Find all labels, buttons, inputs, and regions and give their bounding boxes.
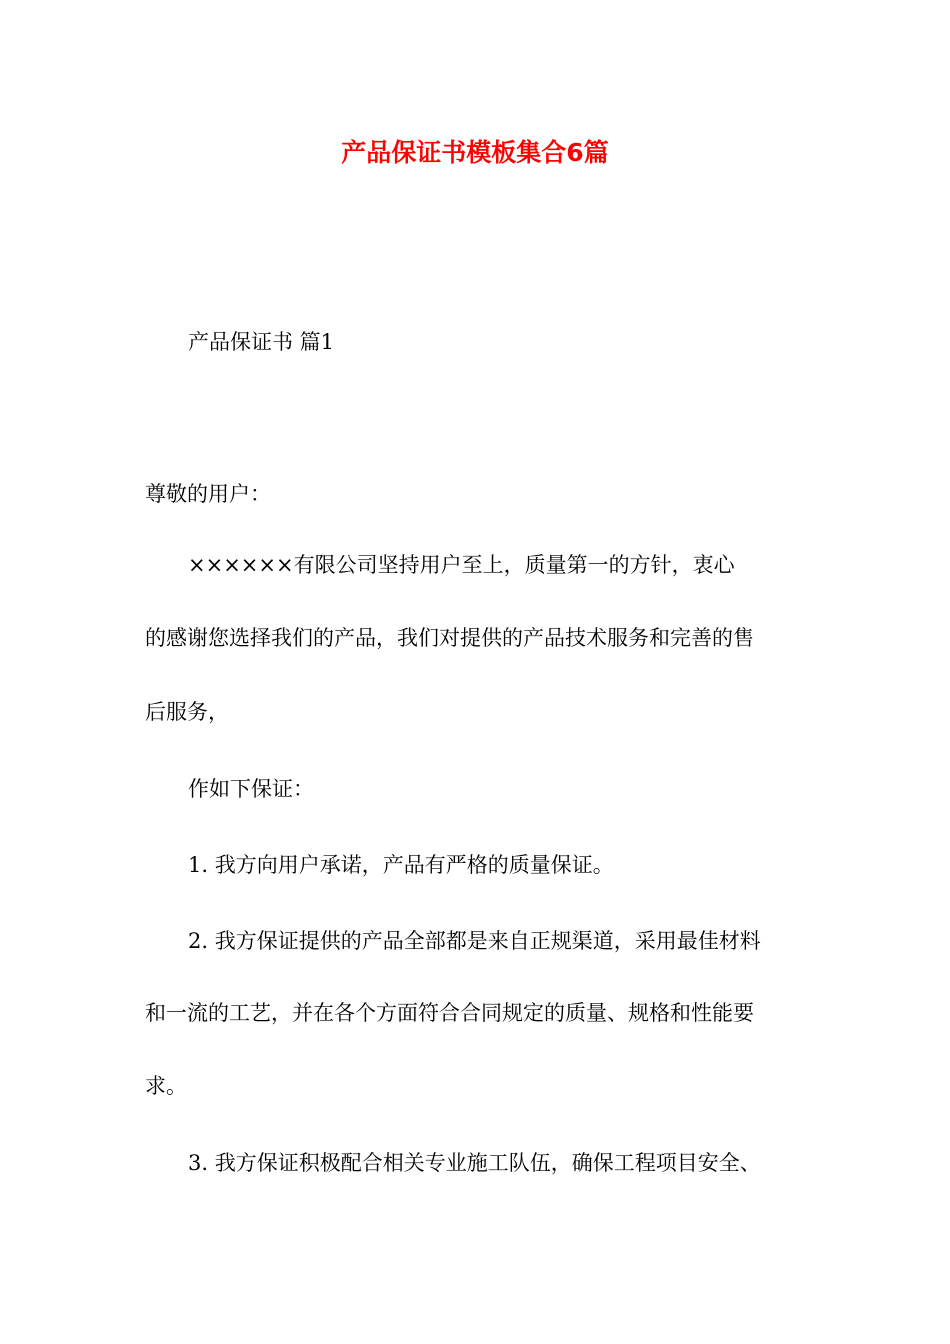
list-item-2: 2. 我方保证提供的产品全部都是来自正规渠道，采用最佳材料 [188,929,761,953]
paragraph-line: 和一流的工艺，并在各个方面符合合同规定的质量、规格和性能要 [145,1001,754,1025]
document-title: 产品保证书模板集合6篇 [341,138,609,167]
paragraph-line: 的感谢您选择我们的产品，我们对提供的产品技术服务和完善的售 [145,626,754,650]
salutation: 尊敬的用户： [145,482,271,506]
paragraph-line: ××××××有限公司坚持用户至上，质量第一的方针，衷心 [188,553,735,577]
list-item-1: 1. 我方向用户承诺，产品有严格的质量保证。 [188,853,614,877]
list-item-3: 3. 我方保证积极配合相关专业施工队伍，确保工程项目安全、 [188,1151,761,1175]
section-heading: 产品保证书 篇1 [188,330,335,354]
paragraph-line: 后服务， [145,700,229,724]
paragraph-line: 求。 [145,1074,187,1098]
paragraph-line: 作如下保证： [188,777,314,801]
